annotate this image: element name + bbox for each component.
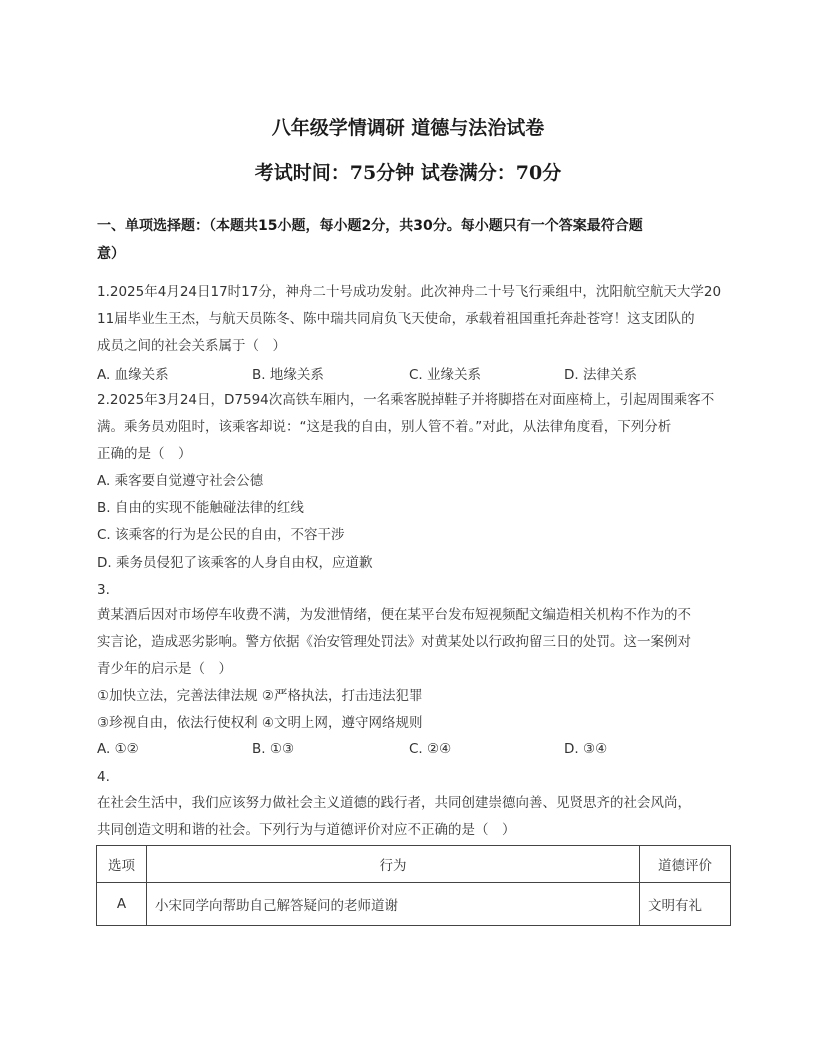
q2-option-a: A. 乘客要自觉遵守社会公德 [97,473,264,489]
table-cell-behavior: 小宋同学向帮助自己解答疑问的老师道谢 [147,883,640,926]
section-heading-continued: 意） [97,246,125,262]
q1-option-a: A. 血缘关系 [97,367,169,383]
q3-statement-line: ③珍视自由，依法行使权利 ④文明上网，遵守网络规则 [97,715,423,731]
q4-table [96,845,731,926]
table-header-row [97,846,731,883]
table-header-option: 选项 [97,846,147,883]
q2-text-line: 正确的是（ ） [97,446,192,462]
q2-option-b: B. 自由的实现不能触碰法律的红线 [97,500,304,516]
section-heading: 一、单项选择题：（本题共15小题，每小题2分，共30分。每小题只有一个答案最符合题 [97,218,643,234]
q2-option-c: C. 该乘客的行为是公民的自由，不容干涉 [97,527,345,543]
q1-text-line: 11届毕业生王杰，与航天员陈冬、陈中瑞共同肩负飞天使命，承载着祖国重托奔赴苍穹！这支团队的 [97,311,695,327]
q2-option-d: D. 乘务员侵犯了该乘客的人身自由权，应道歉 [97,555,373,571]
table-header-evaluation: 道德评价 [640,846,731,883]
q3-option-a: A. ①② [97,741,139,757]
q3-text-line: 实言论，造成恶劣影响。警方依据《治安管理处罚法》对黄某处以行政拘留三日的处罚。这一案例对 [97,634,691,650]
q1-option-b: B. 地缘关系 [252,367,324,383]
table-cell-option: A [97,883,147,926]
q3-text-line: 青少年的启示是（ ） [97,661,232,677]
q2-text-line: 满。乘务员劝阻时，该乘客却说：“这是我的自由，别人管不着。”对此，从法律角度看，下列分析 [97,419,672,435]
q4-number: 4. [97,769,110,785]
q3-option-b: B. ①③ [252,741,295,757]
q3-option-c: C. ②④ [409,741,452,757]
q4-text-line: 在社会生活中，我们应该努力做社会主义道德的践行者，共同创建崇德向善、见贤思齐的社会风尚， [97,795,691,811]
q3-text-line: 黄某酒后因对市场停车收费不满，为发泄情绪，便在某平台发布短视频配文编造相关机构不作为的不 [97,607,691,623]
q1-text-line: 成员之间的社会关系属于（ ） [97,338,286,354]
q4-text-line: 共同创造文明和谐的社会。下列行为与道德评价对应不正确的是（ ） [97,822,516,838]
table-row [97,883,731,926]
q1-option-c: C. 业缘关系 [409,367,482,383]
q3-option-d: D. ③④ [564,741,608,757]
q1-text-line: 1.2025年4月24日17时17分，神舟二十号成功发射。此次神舟二十号飞行乘组中，沈阳航空航天大学20 [97,284,722,300]
table-header-behavior: 行为 [147,846,640,883]
q2-text-line: 2.2025年3月24日，D7594次高铁车厢内，一名乘客脱掉鞋子并将脚搭在对面座椅上，引起周围乘客不 [97,392,715,408]
exam-subtitle: 考试时间：75分钟 试卷满分：70分 [254,162,562,184]
q1-option-d: D. 法律关系 [564,367,637,383]
exam-title: 八年级学情调研 道德与法治试卷 [271,117,545,139]
table-cell-evaluation: 文明有礼 [640,883,731,926]
q3-statement-line: ①加快立法，完善法律法规 ②严格执法，打击违法犯罪 [97,688,423,704]
q3-number: 3. [97,582,110,598]
